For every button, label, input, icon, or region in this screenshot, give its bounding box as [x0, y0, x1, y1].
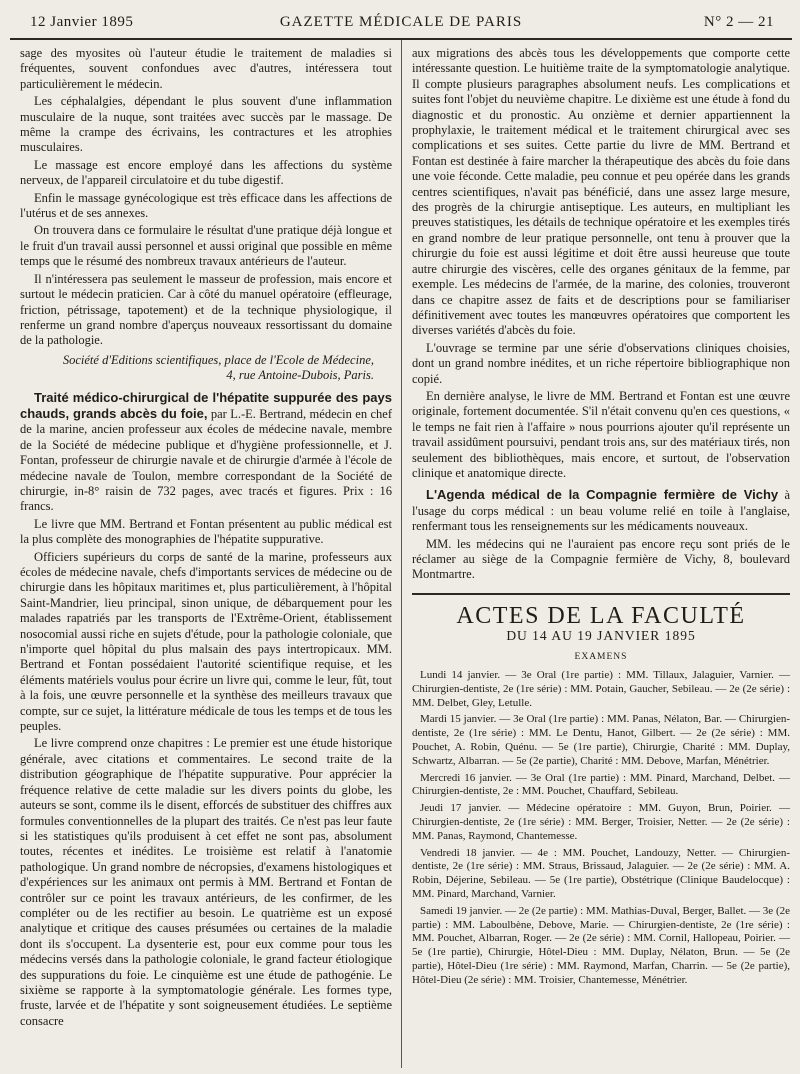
paragraph: Le massage est encore employé dans les affections du système nerveux, de l'appareil circulatoire et du tube digestif.	[20, 157, 392, 188]
paragraph: L'ouvrage se termine par une série d'observations cliniques choisies, dont un grand nombre inédites, et un riche répertoire bibliographique non copié.	[412, 340, 790, 386]
section-rule	[412, 593, 790, 595]
paragraph: Enfin le massage gynécologique est très efficace dans les affections de l'utérus et de ses annexes.	[20, 190, 392, 221]
paragraph: Le livre que MM. Bertrand et Fontan présentent au public médical est la plus complète des monographies de l'hépatite suppurative.	[20, 516, 392, 547]
book-review-intro	[20, 390, 392, 515]
paragraph: MM. les médecins qui ne l'auraient pas encore reçu sont priés de le réclamer au siège de la Compagnie fermière de Vichy, 8, boulevard Montmartre.	[412, 536, 790, 582]
paragraph: Les céphalalgies, dépendant le plus souvent d'une inflammation musculaire de la nuque, sont traitées avec succès par le massage. De même la crampe des écrivains, les contractures et les atrophies musculaires.	[20, 94, 392, 155]
issue-date: 12 Janvier 1895	[30, 14, 134, 30]
paragraph: sage des myosites où l'auteur étudie le traitement de maladies si fréquentes, souvent confondues avec d'autres, intéressera tout particulièrement le médecin.	[20, 46, 392, 91]
exam-entry: Samedi 19 janvier. — 2e (2e partie) : MM. Mathias-Duval, Berger, Ballet. — 3e (2e partie) : MM. Laboulbène, Debove, Marie. — Chirurgien-dentiste, 2e (1re série) : MM. Pouchet, Albarran, Roger. — 2e (2e série) : MM. Cornil, Hallopeau, Poirier. — 5e (1re partie), Chirurgie, Hôtel-Dieu : MM. Duplay, Nélaton, Brun. — 5e (2e partie), Hôtel-Dieu (1re série) : MM. Raymond, Marfan, Charrin. — 5e (2e partie), Hôtel-Dieu (2e série) : MM. Troisier, Chantemesse, Ménétrier.	[412, 904, 790, 986]
journal-title: GAZETTE MÉDICALE DE PARIS	[279, 14, 523, 30]
exam-entry: Mardi 15 janvier. — 3e Oral (1re partie) : MM. Panas, Nélaton, Bar. — Chirurgien-dentiste, 2e (1re série) : MM. Le Dentu, Hanot, Gilbert. — 2e (2e série) : MM. Pouchet, A. Robin, Quénu. — 5e (1re partie), Chirurgie, Charité : MM. Duplay, Schwartz, Albarran. — 5e (2e partie), Charité : MM. Debove, Marfan, Ménétrier.	[412, 713, 790, 767]
paragraph: Le livre comprend onze chapitres : Le premier est une étude historique générale, avec citations et commentaires. Le second traite de la distribution géographique de l'hépatite suppurative. Pour apprécier la fréquence relative de cette maladie sur les divers points du globe, les auteurs se sont, comme ils le disent, efforcés de substituer des chiffres aux formules conventionnelles de la plupart des traités. Ce n'est pas leur faute si les statistiques qu'ils produisent à cet effet ne sont pas, absolument toutes, récentes et inédites. Le troisième est relatif à l'anatomie pathologique. Un grand nombre de nécropsies, d'examens histologiques et d'expériences sur les animaux ont permis à MM. Bertrand et Fontan de contrôler sur ce point les travaux antérieurs, de les confirmer, de les compléter ou de les rectifier au besoin. Le quatrième est un exposé analytique et critique des causes présumées ou certaines de la maladie dont ils s'occupent. La dysenterie est, pour eux comme pour tous les médecins versés dans la pathologie coloniale, le grand facteur étiologique des suppurations du foie. Le cinquième est une étude de pathogénie. Le sixième se rapporte à la symptomatologie générale. Les formes type, fruste, larvée et de l'hépatite y sont soigneusement étudiées. Le septième consacre	[20, 736, 392, 1028]
exam-entry: Vendredi 18 janvier. — 4e : MM. Pouchet, Landouzy, Netter. — Chirurgien-dentiste, 2e (1re série) : MM. Straus, Brissaud, Jalaguier. — 2e (2e série) : MM. A. Robin, Déjerine, Sebileau. — 5e (1re partie), Obstétrique (Clinique Baudelocque) : MM. Pinard, Marchand, Varnier.	[412, 846, 790, 900]
page-header	[12, 8, 790, 34]
exam-entry: Lundi 14 janvier. — 3e Oral (1re partie) : MM. Tillaux, Jalaguier, Varnier. — Chirurgien-dentiste, 2e (1re série) : MM. Potain, Gaucher, Sebileau. — 2e (2e série) : MM. Delbet, Gley, Letulle.	[412, 669, 790, 709]
publisher-line: Société d'Editions scientifiques, place de l'Ecole de Médecine,	[62, 352, 374, 367]
book-title: Traité médico-chirurgical de l'hépatite suppurée des pays chauds, grands abcès du foie,	[20, 389, 392, 421]
page-number: N° 2 — 21	[703, 14, 774, 30]
publisher-line: 4, rue Antoine-Dubois, Paris.	[226, 368, 374, 383]
vichy-title: L'Agenda médical de la Compagnie fermière de Vichy	[426, 487, 779, 503]
faculty-dates: DU 14 AU 19 JANVIER 1895	[506, 628, 696, 644]
exams-label: EXAMENS	[574, 651, 628, 662]
publisher-note	[20, 353, 392, 384]
paragraph: aux migrations des abcès tous les développements que comporte cette intéressante question. Le huitième traite de la symptomatologie analytique. Il compte plusieurs paragraphes absolument neufs. Les complications et suites font l'objet du neuvième chapitre. Le dixième est une étude à fond du diagnostic et du pronostic. Au onzième et dernier appartiennent la prophylaxie, le traitement médical et le traitement chirurgical avec ses complications et ses suites. Cette partie du livre de MM. Bertrand et Fontan est destinée à faire marcher la thérapeutique des abcès du foie dans une voie féconde. Cette maladie, peu connue et peu opérée dans les grands centres scientifiques, n'avait pas bénéficié, dans une assez large mesure, des progrès de la chirurgie antiseptique. Les auteurs, en multipliant les preuves statistiques, les détails de technique opératoire et les exemples tirés en grand nombre de leur pratique personnelle, ont tenu à prouver que la chirurgie du foie est aussi légitime et doit être aussi heureuse que toute autre chirurgie des viscères, celle des organes génitaux de la femme, par exemple. Les médecins de l'armée, de la marine, des colonies, trouveront dans ce chapitre assez de faits et de descriptions pour se familiariser définitivement avec toutes les manœuvres opératoires que comportent les diverses variétés d'abcès du foie.	[412, 46, 791, 338]
faculty-title: ACTES DE LA FACULTÉ	[456, 602, 746, 629]
paragraph: On trouvera dans ce formulaire le résultat d'une pratique déjà longue et le fruit d'un travail aussi personnel et aussi original que possible en même temps que le résumé des nombreux travaux antérieurs de l'auteur.	[20, 223, 392, 269]
paragraph: Officiers supérieurs du corps de santé de la marine, professeurs aux écoles de médecine navale, chefs d'importants services de médecine ou de chirurgie dans les hôpitaux maritimes et, plus particulièrement, à l'hôpital Saint-Mandrier, lieu principal, sinon unique, de débarquement pour les malades rapatriés par les transports de l'Extrême-Orient, établissement nosocomial aussi riche en sujets d'étude, pour la pathologie coloniale, que n'importe quel hôpital du plus malsain des pays intertropicaux. MM. Bertrand et Fontan possédaient l'autorité scientifique requise, et les éléments matériels voulus pour écrire un livre qui, comme le leur, fût, tout à la fois, une œuvre personnelle et la synthèse des meilleurs travaux que compte, sur ce sujet, la littérature médicale de tous les temps et de tous les peuples.	[20, 549, 392, 734]
paragraph: En dernière analyse, le livre de MM. Bertrand et Fontan est une œuvre originale, fortement documentée. S'il n'était convenu qu'en ces questions, « le temps ne fait rien à l'affaire » nous pourrions ajouter qu'il représente un travail assidûment poursuivi, pendant trois ans, sur des matériaux tirés, non seulement des bibliothèques, mais encore, et surtout, de l'observation clinique et anatomique directe.	[412, 388, 790, 480]
vichy-details: à l'usage du corps médical : un beau volume relié en toile à l'anglaise, renfermant tous les renseignements sur les médicaments nouveaux.	[412, 488, 791, 534]
paragraph: Il n'intéressera pas seulement le masseur de profession, mais encore et surtout le médecin praticien. Car à côté du manuel opératoire (effleurage, friction, pétrissage, tapotement) et de la technique physiologique, il renferme un grand nombre d'aperçus nouveaux ressortissant du domaine de la pathologie.	[20, 271, 392, 348]
exam-list	[412, 669, 790, 988]
column-divider	[401, 40, 402, 1068]
left-column	[20, 46, 392, 1031]
book-details: par L.-E. Bertrand, médecin en chef de la marine, ancien professeur aux écoles de médecine navale, membre de la Société de médecine publique et d'hygiène professionnelle, et J. Fontan, professeur de chirurgie navale et de chirurgie d'armée à l'école de médecine navale de Toulon, membre correspondant de la Société de chirurgie, in-8° raisin de 732 pages, avec tracés et figures. Prix : 16 francs.	[20, 406, 392, 514]
vichy-notice	[412, 487, 790, 534]
exam-entry: Jeudi 17 janvier. — Médecine opératoire : MM. Guyon, Brun, Poirier. — Chirurgien-dentiste, 2e (1re série) : MM. Berger, Troisier, Netter. — 2e (2e série) : MM. Panas, Raymond, Chantemesse.	[412, 802, 790, 842]
exam-entry: Mercredi 16 janvier. — 3e Oral (1re partie) : MM. Pinard, Marchand, Delbet. — Chirurgien-dentiste, 2e : MM. Pouchet, Chauffard, Sebileau.	[412, 771, 790, 798]
right-column	[412, 46, 790, 991]
